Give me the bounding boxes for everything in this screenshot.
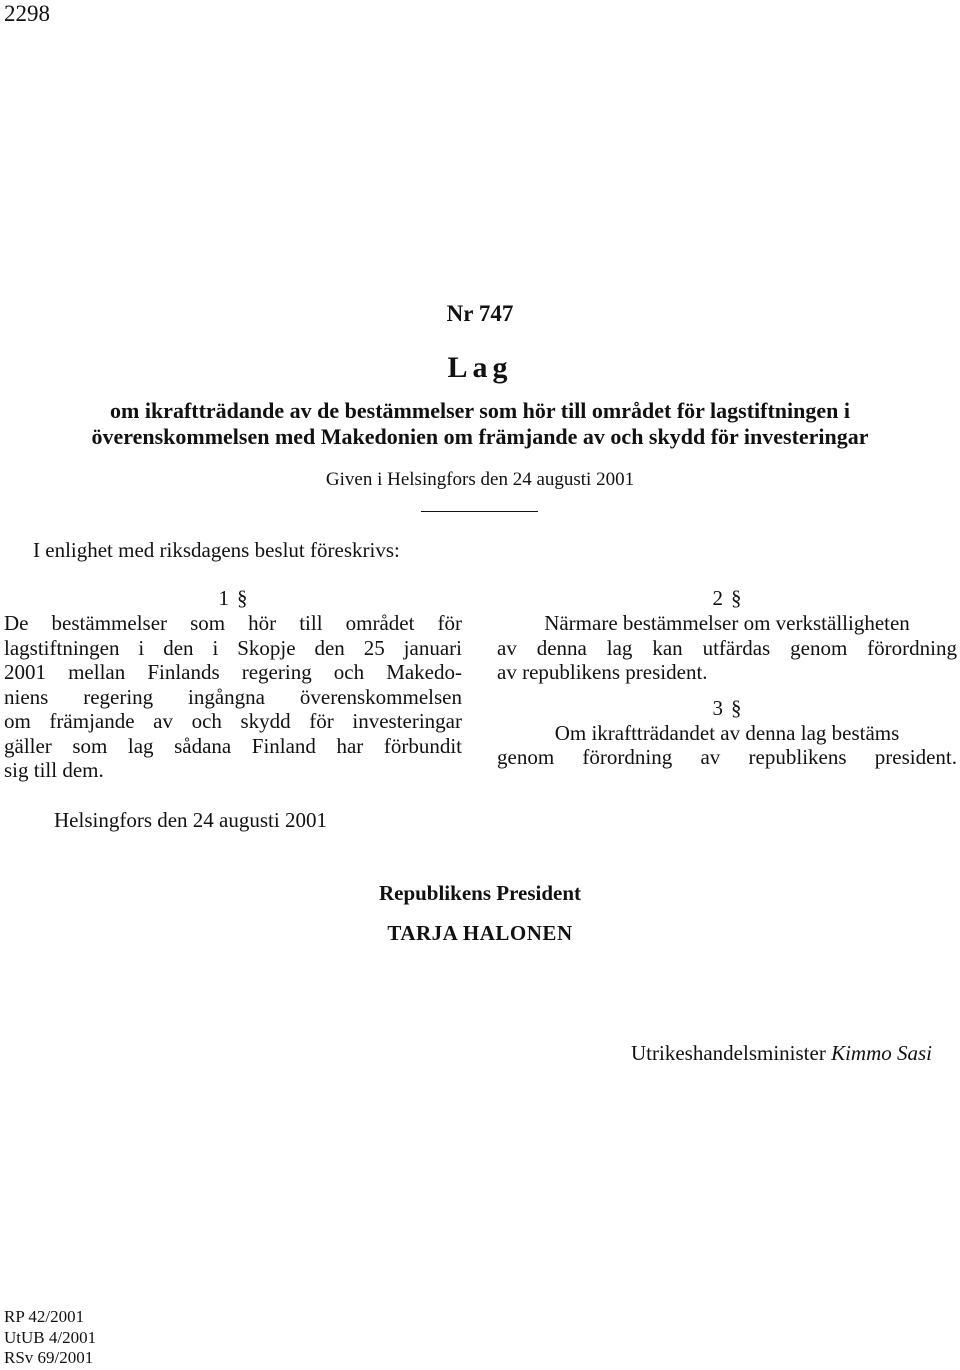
law-subtitle-line: överenskommelsen med Makedonien om främjande av och skydd för investeringar	[91, 424, 869, 449]
divider	[421, 511, 538, 512]
section-symbol: §	[731, 695, 742, 720]
section-3	[497, 695, 957, 770]
right-column	[497, 585, 957, 770]
section-text-line: De bestämmelser som hör till området för	[4, 611, 462, 635]
section-heading	[497, 585, 957, 611]
section-text-line: gäller som lag sådana Finland har förbundit	[4, 733, 462, 758]
section-heading	[497, 695, 957, 721]
section-number: 1	[218, 586, 229, 610]
minister-title: Utrikeshandelsminister	[631, 1041, 826, 1065]
section-text-line: sig till dem.	[4, 758, 104, 782]
minister-name: Kimmo Sasi	[831, 1041, 932, 1065]
section-text-line: niens regering ingångna överenskommelsen	[4, 684, 462, 709]
section-number: 3	[712, 695, 723, 720]
president-name: TARJA HALONEN	[387, 921, 573, 945]
reference-line: RSv 69/2001	[4, 1348, 94, 1367]
section-heading	[4, 585, 462, 611]
law-subtitle-line: om ikraftträdande av de bestämmelser som hör till området för lagstiftningen i	[110, 398, 850, 423]
section-1	[4, 585, 462, 783]
section-number: 2	[712, 586, 723, 610]
section-text-line: Om ikraftträdandet av denna lag bestäms	[554, 720, 900, 745]
law-title: Lag	[447, 351, 513, 384]
page-number: 2298	[4, 1, 50, 26]
place-date: Helsingfors den 24 augusti 2001	[54, 808, 327, 832]
references	[4, 1307, 96, 1369]
section-text-line: om främjande av och skydd för investeringar	[4, 709, 462, 733]
section-2	[497, 585, 957, 685]
reference-line: UtUB 4/2001	[4, 1327, 97, 1347]
section-text-line: av denna lag kan utfärdas genom förordning	[497, 635, 957, 660]
section-symbol: §	[731, 586, 742, 610]
section-text-line: genom förordning av republikens president.	[497, 745, 957, 769]
section-symbol: §	[237, 586, 248, 610]
preamble: I enlighet med riksdagens beslut föreskrivs:	[33, 538, 400, 562]
section-text-line: Närmare bestämmelser om verkställigheten	[544, 611, 910, 635]
section-text-line: 2001 mellan Finlands regering och Makedo-	[4, 660, 462, 684]
reference-line: RP 42/2001	[4, 1307, 85, 1326]
section-text-line: av republikens president.	[497, 660, 708, 684]
minister-signature	[631, 1040, 932, 1066]
law-number: Nr 747	[446, 301, 514, 326]
section-text-line: lagstiftningen i den i Skopje den 25 januari	[4, 635, 462, 660]
president-title: Republikens President	[378, 881, 582, 905]
law-subtitle	[0, 398, 960, 450]
given-date: Given i Helsingfors den 24 augusti 2001	[325, 469, 635, 490]
